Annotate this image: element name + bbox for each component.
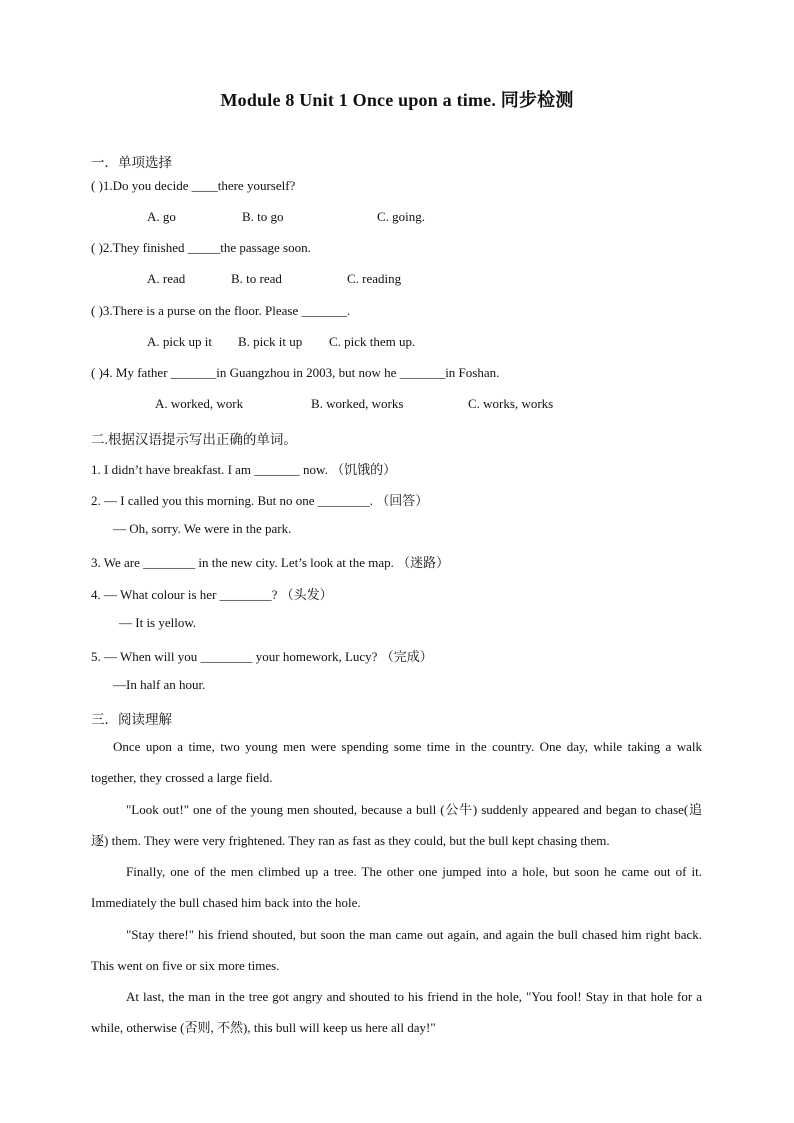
reading-paragraph: "Stay there!" his friend shouted, but soon the man came out again, and again the bull chased him right back. This went on five or six more times. <box>91 927 702 974</box>
option-b: B. worked, works <box>311 396 404 411</box>
fill-in-line: 4. — What colour is her ________? （头发） <box>91 587 333 602</box>
section-heading-2: 二.根据汉语提示写出正确的单词。 <box>91 432 297 447</box>
reading-paragraph: Once upon a time, two young men were spending some time in the country. One day, while taking a walk together, they crossed a large field. <box>91 739 702 786</box>
question-stem: ( )4. My father _______in Guangzhou in 2003, but now he _______in Foshan. <box>91 365 500 380</box>
option-c: C. reading <box>347 271 402 286</box>
page-title: Module 8 Unit 1 Once upon a time. 同步检测 <box>220 90 574 110</box>
dialogue-reply: — It is yellow. <box>119 615 197 630</box>
option-a: A. read <box>147 271 186 286</box>
question-stem: ( )3.There is a purse on the floor. Please _______. <box>91 303 351 318</box>
option-b: B. to go <box>242 209 284 224</box>
option-b: B. pick it up <box>238 334 303 349</box>
fill-in-line: 2. — I called you this morning. But no one ________. （回答） <box>91 493 429 508</box>
reading-paragraph: At last, the man in the tree got angry and shouted to his friend in the hole, "You fool! Stay in that hole for a while, otherwise (否则, 不然), this bull will keep us here all day!" <box>91 989 702 1036</box>
option-a: A. go <box>147 209 176 224</box>
fill-in-line: 1. I didn’t have breakfast. I am _______ now. （饥饿的） <box>91 462 397 477</box>
fill-in-line: 5. — When will you ________ your homework, Lucy? （完成） <box>91 649 433 664</box>
question-stem: ( )2.They finished _____the passage soon. <box>91 240 311 255</box>
option-b: B. to read <box>231 271 282 286</box>
option-a: A. worked, work <box>155 396 244 411</box>
question-stem: ( )1.Do you decide ____there yourself? <box>91 178 296 193</box>
reading-paragraph: "Look out!" one of the young men shouted, because a bull (公牛) suddenly appeared and began to chase(追逐) them. They were very frightened. They ran as fast as they could, but the bull kept chasing them. <box>91 802 702 849</box>
section-heading-3: 三．阅读理解 <box>91 712 172 727</box>
dialogue-reply: — Oh, sorry. We were in the park. <box>113 521 292 536</box>
section-heading-1: 一．单项选择 <box>91 155 172 170</box>
option-c: C. works, works <box>468 396 554 411</box>
reading-paragraph: Finally, one of the men climbed up a tree. The other one jumped into a hole, but soon he came out of it. Immediately the bull chased him back into the hole. <box>91 864 702 911</box>
option-a: A. pick up it <box>147 334 212 349</box>
option-c: C. pick them up. <box>329 334 416 349</box>
fill-in-line: 3. We are ________ in the new city. Let’s look at the map. （迷路） <box>91 555 450 570</box>
option-c: C. going. <box>377 209 426 224</box>
dialogue-reply: —In half an hour. <box>113 677 206 692</box>
